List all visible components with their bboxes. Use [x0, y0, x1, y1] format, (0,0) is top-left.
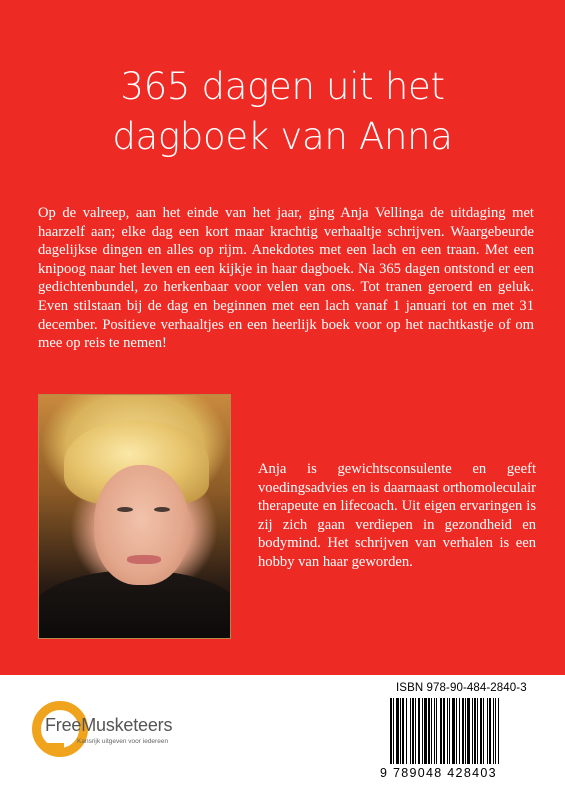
author-bio: Anja is gewichtsconsulente en geeft voedingsadvies en is daarnaast orthomoleculair therapeute en lifecoach. Uit eigen ervaringen is zij zich gaan verdiepen in gezondheid en bodymind. Het schrijven van verhalen is een hobby van haar geworden. — [258, 461, 536, 570]
title-line-1: 365 dagen uit het — [120, 65, 445, 108]
title-line-2: dagboek van Anna — [112, 115, 453, 158]
barcode-icon — [390, 698, 533, 764]
author-photo — [38, 394, 231, 639]
publisher-tagline: Kansrijk uitgeven voor iedereen — [77, 738, 169, 745]
publisher-logo — [32, 693, 202, 763]
barcode-digits: 9 789048 428403 — [380, 766, 497, 780]
isbn-label: ISBN 978-90-484-2840-3 — [396, 682, 527, 694]
photo-face — [94, 465, 189, 585]
book-title — [0, 62, 565, 162]
photo-lips — [127, 555, 161, 564]
photo-eye-left — [117, 507, 133, 512]
publisher-name — [45, 715, 172, 736]
publisher-name-part1: Free — [45, 715, 82, 735]
publisher-name-part2: Musketeers — [81, 715, 173, 735]
photo-eye-right — [154, 507, 170, 512]
book-blurb: Op de valreep, aan het einde van het jaar, ging Anja Vellinga de uitdaging met haarzelf aan; elke dag een kort maar krachtig verhaaltje schrijven. Waargebeurde dagelijkse dingen en alles op rijm. Anekdotes met een lach en een traan. Met een knipoog naar het leven en een kijkje in haar dagboek. Na 365 dagen ontstond er een gedichtenbundel, zo herkenbaar voor velen van ons. Tot tranen geroerd en geluk. Even stilstaan bij de dag en beginnen met een lach vanaf 1 januari tot en met 31 december. Positieve verhaaltjes en een heerlijk boek voor op het nachtkastje of om mee op reis te nemen! — [38, 205, 534, 352]
